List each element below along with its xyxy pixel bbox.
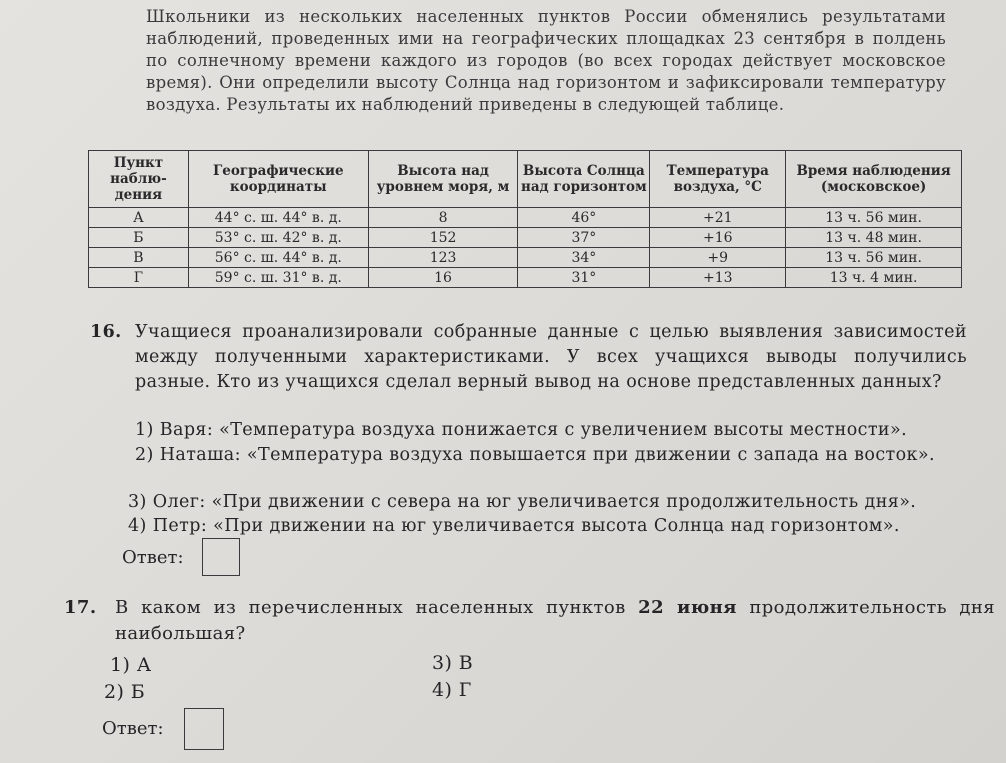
cell-time: 13 ч. 56 мин. [786,208,962,228]
table-header-row [89,151,962,208]
header-sun-height: Высота Солнца над горизонтом [518,151,650,208]
header-time: Время наблюдения (московское) [786,151,962,208]
q17-text-before: В каком из перечисленных населенных пунктов [115,597,626,618]
table-row [89,268,962,288]
cell-temperature: +13 [650,268,786,288]
cell-elevation: 123 [368,248,518,268]
cell-coordinates: 59° с. ш. 31° в. д. [188,268,368,288]
cell-coordinates: 53° с. ш. 42° в. д. [188,228,368,248]
question-16-text: Учащиеся проанализировали собранные данные с целью выявления зависимостей между полученными характеристиками. У всех учащихся выводы получились разные. Кто из учащихся сделал верный вывод на основе представленных данных? [135,322,967,392]
q17-option-4: 4) Г [432,679,472,701]
table-row [89,228,962,248]
table-row [89,248,962,268]
header-coordinates: Географические координаты [188,151,368,208]
cell-point: Г [89,268,189,288]
cell-time: 13 ч. 56 мин. [786,248,962,268]
cell-sun-height: 34° [518,248,650,268]
cell-sun-height: 31° [518,268,650,288]
cell-temperature: +9 [650,248,786,268]
cell-elevation: 152 [368,228,518,248]
question-17-text [115,595,995,647]
intro-paragraph: Школьники из нескольких населенных пунктов России обменялись результатами наблюдений, проведенных ими на географических площадках 23 сентября в полдень по солнечному времени каждого из городов (во всех городах действует московское время). Они определили высоту Солнца над горизонтом и зафиксировали температуру воздуха. Результаты их наблюдений приведены в следующей таблице. [146,7,946,114]
header-elevation: Высота над уровнем моря, м [368,151,518,208]
q16-option-1: 1) Варя: «Температура воздуха понижается с увеличением высоты местности». [135,420,908,440]
cell-time: 13 ч. 4 мин. [786,268,962,288]
cell-temperature: +21 [650,208,786,228]
cell-sun-height: 37° [518,228,650,248]
cell-temperature: +16 [650,228,786,248]
q17-option-2: 2) Б [104,681,146,703]
cell-point: В [89,248,189,268]
q16-option-4: 4) Петр: «При движении на юг увеличивается высота Солнца над горизонтом». [128,516,900,536]
q17-text-bold: 22 июня [638,597,737,618]
table-row [89,208,962,228]
cell-point: А [89,208,189,228]
q16-option-3: 3) Олег: «При движении с севера на юг увеличивается продолжительность дня». [128,492,917,512]
cell-time: 13 ч. 48 мин. [786,228,962,248]
observations-table [88,150,962,288]
question-17-number: 17. [64,597,97,618]
cell-elevation: 8 [368,208,518,228]
cell-elevation: 16 [368,268,518,288]
header-temperature: Температура воздуха, °C [650,151,786,208]
header-point: Пункт наблю-дения [89,151,189,208]
cell-sun-height: 46° [518,208,650,228]
q17-option-1: 1) А [110,654,152,676]
q17-text-after: продолжительность дня наибольшая? [115,597,996,644]
question-16-number: 16. [90,322,122,342]
q16-answer-label: Ответ: [122,547,184,568]
q17-answer-box[interactable] [184,708,224,750]
cell-coordinates: 56° с. ш. 44° в. д. [188,248,368,268]
q17-option-3: 3) В [432,652,474,674]
q16-option-2: 2) Наташа: «Температура воздуха повышается при движении с запада на восток». [135,445,935,465]
q16-answer-box[interactable] [202,538,240,576]
q17-answer-label: Ответ: [102,718,164,739]
cell-coordinates: 44° с. ш. 44° в. д. [188,208,368,228]
cell-point: Б [89,228,189,248]
